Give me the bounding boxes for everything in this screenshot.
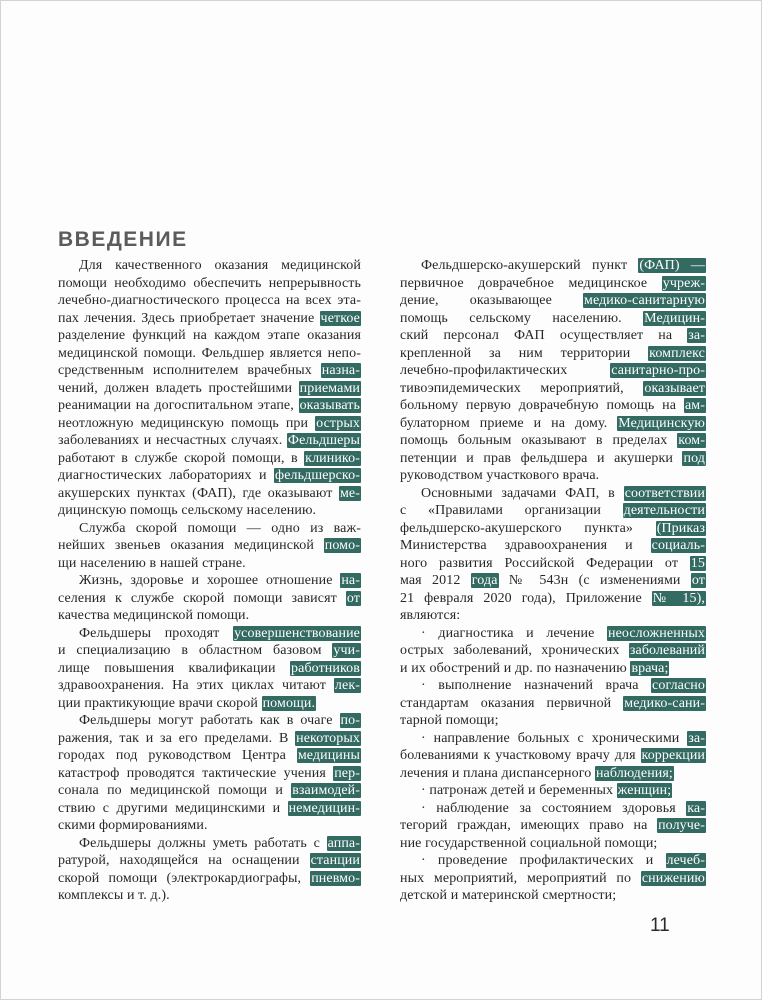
text-line: тегорий граждан, имеющих право на получе-: [400, 818, 705, 833]
text-line: являются:: [400, 608, 461, 623]
text-line: качества медицинской помощи.: [58, 608, 250, 623]
text-line: тивоэпидемических мероприятий, оказывает: [400, 380, 705, 396]
highlighted-word: врача;: [631, 660, 669, 676]
text-line: Служба скорой помощи — одно из важ-: [79, 520, 361, 536]
highlighted-word: неосложненных: [608, 625, 705, 641]
text-line: детской и материнской смертности;: [400, 888, 617, 903]
highlighted-word: учреж-: [662, 275, 705, 291]
text-line: острых заболеваний, хронических заболеваний: [400, 643, 705, 658]
text-line: ных мероприятий, мероприятий по снижению: [400, 870, 705, 886]
text-line: лечения и плана диспансерного наблюдения;: [400, 765, 673, 781]
highlighted-word: согласно: [652, 678, 705, 693]
highlighted-word: на-: [341, 573, 360, 588]
highlighted-word: назна-: [321, 363, 360, 378]
text-line: работают в службе скорой помощи, в клинико-: [58, 450, 360, 466]
highlighted-word: под: [683, 450, 705, 466]
highlighted-word: наблюдения;: [595, 765, 673, 781]
text-line: Основными задачами ФАП, в соответствии: [421, 485, 705, 501]
text-line: щи населению в нашей стране.: [58, 555, 246, 571]
text-line: петенции и прав фельдшера и акушерки под: [400, 450, 705, 466]
highlighted-word: Медицин-: [644, 310, 705, 326]
text-line: · выполнение назначений врача согласно: [421, 678, 705, 693]
text-line: стандартам оказания первичной медико-сани-: [400, 695, 705, 711]
text-line: · направление больных с хроническими за-: [421, 730, 705, 746]
text-line: помощи необходимо обеспечить непрерывность: [58, 275, 361, 291]
highlighted-word: ка-: [687, 800, 705, 816]
text-line: помощь больным оказывают в пределах ком-: [400, 433, 705, 448]
text-line: с «Правилами организации деятельности: [400, 503, 705, 518]
highlighted-word: (ФАП) —: [639, 258, 705, 273]
text-line: ражения, так и за его пределами. В некоторых: [58, 730, 360, 746]
highlighted-word: комплекс: [649, 345, 705, 361]
highlighted-word: социаль-: [651, 538, 705, 553]
text-line: Министерства здравоохранения и социаль-: [400, 538, 705, 553]
highlighted-word: лек-: [334, 678, 360, 693]
highlighted-word: некоторых: [296, 730, 360, 746]
text-line: катастроф проводятся тактические учения пер-: [58, 765, 360, 781]
highlighted-word: лечеб-: [666, 853, 705, 868]
text-line: дение, оказывающее медико-санитарную: [400, 293, 705, 308]
text-line: здравоохранения. На этих циклах читают лек-: [58, 678, 360, 693]
text-line: лечебно-профилактических санитарно-про-: [400, 363, 705, 378]
highlighted-word: помо-: [324, 538, 360, 553]
highlighted-word: коррекции: [641, 748, 705, 763]
page-number: 11: [650, 915, 670, 936]
text-line: булаторном приеме и на дому. Медицинскую: [400, 415, 705, 431]
highlighted-word: учи-: [333, 643, 360, 658]
text-line: лище повышения квалификации работников: [58, 660, 360, 676]
text-line: фельдшерско-акушерского пункта» (Приказ: [400, 520, 705, 536]
highlighted-word: соответствии: [624, 485, 705, 501]
text-line: и их обострений и др. по назначению врача;: [400, 660, 669, 676]
highlighted-word: снижению: [641, 870, 705, 886]
highlighted-word: четкое: [320, 310, 360, 326]
text-line: скими формированиями.: [58, 818, 208, 833]
text-line: ние государственной социальной помощи;: [400, 835, 658, 851]
text-line: разделение функций на каждом этапе оказания: [58, 328, 361, 343]
highlighted-word: получе-: [658, 818, 705, 833]
highlighted-word: Фельдшеры: [287, 433, 360, 448]
highlighted-word: от: [346, 590, 360, 606]
highlighted-word: работников: [291, 660, 360, 676]
text-line: руководством участкового врача.: [400, 468, 600, 483]
text-line: Для качественного оказания медицинской: [79, 258, 361, 273]
highlighted-word: по-: [340, 713, 360, 728]
text-line: и специализацию в областном базовом учи-: [58, 643, 360, 658]
text-line: заболеваниях и несчастных случаях. Фельдшеры: [58, 433, 360, 448]
text-line: крепленной за ним территории комплекс: [400, 345, 705, 361]
text-line: реанимации на догоспитальном этапе, оказывать: [58, 398, 360, 413]
text-line: больному первую доврачебную помощь на ам-: [400, 398, 705, 413]
highlighted-word: немедицин-: [288, 800, 360, 816]
text-line: ратурой, находящейся на оснащении станции: [58, 853, 360, 868]
text-line: сонала по медицинской помощи и взаимодей-: [58, 783, 360, 798]
highlighted-word: фельдшерско-: [275, 468, 360, 483]
text-line: чений, должен владеть простейшими приемами: [58, 380, 360, 396]
text-line: ствию с другими медицинскими и немедицин-: [58, 800, 360, 816]
text-line: Фельдшерско-акушерский пункт (ФАП) —: [421, 258, 705, 273]
page-title: ВВЕДЕНИЕ: [58, 228, 188, 251]
highlighted-word: 15: [690, 555, 705, 571]
highlighted-word: оказывает: [644, 380, 705, 396]
text-line: комплексы и т. д.).: [58, 888, 170, 903]
text-line: помощь сельскому населению. Медицин-: [400, 310, 705, 326]
highlighted-word: Медицинскую: [618, 415, 705, 431]
left-column: [58, 257, 361, 905]
highlighted-word: № 15),: [652, 590, 705, 606]
highlighted-word: пневмо-: [311, 870, 360, 886]
right-column: [400, 257, 706, 905]
text-line: · диагностика и лечение неосложненных: [421, 625, 705, 641]
highlighted-word: ам-: [684, 398, 705, 413]
highlighted-word: женщин;: [617, 783, 672, 798]
highlighted-word: приемами: [299, 380, 360, 396]
text-line: ного развития Российской Федерации от 15: [400, 555, 705, 571]
highlighted-word: медицины: [297, 748, 360, 763]
text-line: лечебно-диагностического процесса на всех эта-: [58, 293, 361, 308]
text-line: нейших звеньев оказания медицинской помо-: [58, 538, 360, 553]
highlighted-word: аппа-: [327, 835, 360, 851]
text-line: 21 февраля 2020 года), Приложение № 15),: [400, 590, 705, 606]
text-line: ский персонал ФАП осуществляет на за-: [400, 328, 705, 343]
text-line: Фельдшеры должны уметь работать с аппа-: [79, 835, 360, 851]
highlighted-word: клинико-: [305, 450, 360, 466]
text-line: мая 2012 года № 543н (с изменениями от: [400, 573, 705, 588]
highlighted-word: оказывать: [299, 398, 360, 413]
text-line: селения к службе скорой помощи зависят от: [58, 590, 360, 606]
text-line: неотложную медицинскую помощь при острых: [58, 415, 360, 431]
text-line: · наблюдение за состоянием здоровья ка-: [421, 800, 705, 816]
text-line: средственным исполнителем врачебных назна-: [58, 363, 360, 378]
highlighted-word: медико-сани-: [624, 695, 705, 711]
text-line: пах лечения. Здесь приобретает значение четкое: [58, 310, 360, 326]
highlighted-word: за-: [688, 730, 705, 746]
text-line: · проведение профилактических и лечеб-: [421, 853, 705, 868]
highlighted-word: деятельности: [623, 503, 705, 518]
highlighted-word: (Приказ: [656, 520, 705, 536]
highlighted-word: от: [691, 573, 705, 588]
text-line: акушерских пунктах (ФАП), где оказывают ме-: [58, 485, 360, 501]
text-line: тарной помощи;: [400, 713, 499, 728]
text-line: диагностических лабораториях и фельдшерско-: [58, 468, 360, 483]
highlighted-word: взаимодей-: [292, 783, 360, 798]
highlighted-word: за-: [688, 328, 705, 343]
highlighted-word: ком-: [678, 433, 705, 448]
text-line: · патронаж детей и беременных женщин;: [421, 783, 672, 798]
text-line: первичное доврачебное медицинское учреж-: [400, 275, 705, 291]
highlighted-word: санитарно-про-: [611, 363, 705, 378]
text-line: Фельдшеры могут работать как в очаге по-: [79, 713, 360, 728]
text-line: дицинскую помощь сельскому населению.: [58, 503, 317, 518]
highlighted-word: пер-: [334, 765, 360, 781]
text-line: ции практикующие врачи скорой помощи.: [58, 695, 316, 711]
highlighted-word: медико-санитарную: [584, 293, 705, 308]
highlighted-word: помощи.: [262, 695, 316, 711]
highlighted-word: ме-: [339, 485, 360, 501]
highlighted-word: острых: [316, 415, 360, 431]
highlighted-word: усовершенствование: [234, 625, 360, 641]
text-line: скорой помощи (электрокардиографы, пневмо-: [58, 870, 360, 886]
highlighted-word: заболеваний: [629, 643, 705, 658]
text-line: болеваниями к участковому врачу для коррекции: [400, 748, 705, 763]
text-line: Жизнь, здоровье и хорошее отношение на-: [79, 573, 360, 588]
text-line: медицинской помощи. Фельдшер является непо-: [58, 345, 361, 361]
text-line: городах под руководством Центра медицины: [58, 748, 360, 763]
highlighted-word: станции: [310, 853, 360, 868]
highlighted-word: года: [471, 573, 498, 588]
text-line: Фельдшеры проходят усовершенствование: [79, 625, 360, 641]
